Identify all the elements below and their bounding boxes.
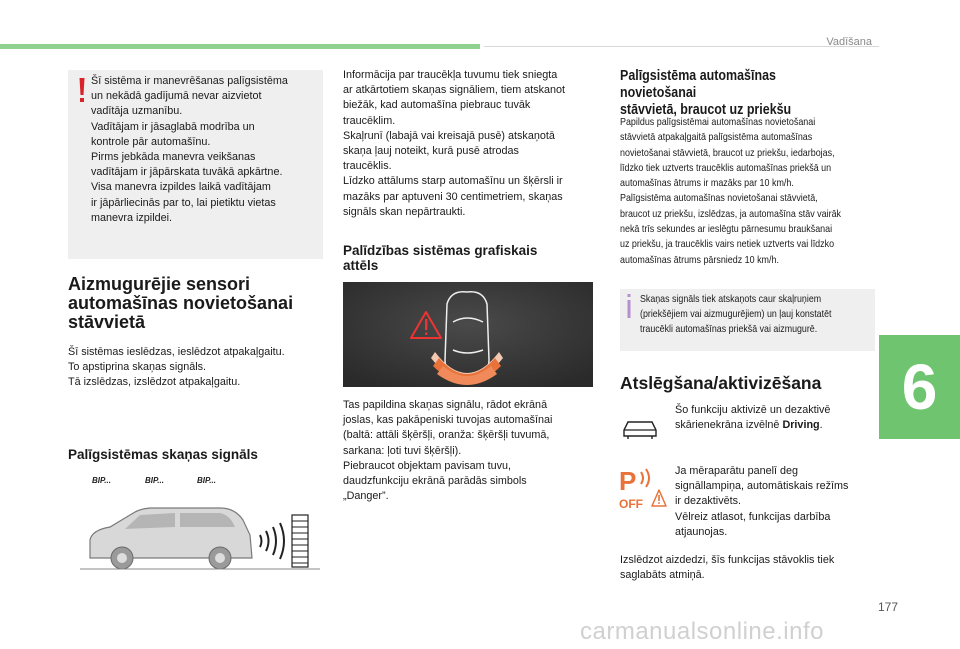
beep-label: BIP... <box>92 476 111 485</box>
warning-triangle <box>652 490 666 506</box>
sound-waves-icon <box>260 523 284 559</box>
watermark: carmanualsonline.info <box>580 618 824 645</box>
brick-wall-icon <box>292 515 308 567</box>
header-divider <box>484 46 879 47</box>
toggle-instruction-end: . <box>819 419 823 432</box>
page-number: 177 <box>878 600 899 614</box>
heading-toggle: Atslēgšana/aktivizēšana <box>620 373 822 393</box>
chapter-number: 6 <box>901 351 938 423</box>
toggle-instruction-text <box>675 403 875 433</box>
graphic-description-text: Tas papildina skaņas signālu, rādot ekrānā joslas, kas pakāpeniski tuvojas automašīnai (baltā: attāli šķēršļi, oranža: šķēršļi tuvumā, sarkana: ļoti tuvi šķēršļi). Piebraucot objektam pavisam tuvu, daudzfunkciju ekrānā parādās simbols „Danger”. <box>343 399 553 503</box>
auto-mode-text: Ja mēraparātu panelī deg signāllampiņa, automātiskais režīms ir dezaktivēts. Vēlreiz atlasot, funkcijas darbība atjaunojas. <box>675 465 849 538</box>
info-i-icon <box>626 294 632 318</box>
beep-label: BIP... <box>145 476 164 485</box>
car-front-icon <box>620 418 660 440</box>
heading-sound-signal: Palīgsistēmas skaņas signāls <box>68 447 258 462</box>
heading-graphic-display: Palīdzības sistēmas grafiskais attēls <box>343 243 538 273</box>
header-accent-bar <box>0 44 480 49</box>
parking-off-warning-icon <box>617 466 667 512</box>
chapter-tab <box>879 335 960 439</box>
parking-display-screen <box>343 282 593 387</box>
info-note-text: Skaņas signāls tiek atskaņots caur skaļruņiem (priekšējiem vai aizmugurējiem) un ļauj konstatēt traucēkli automašīnas priekšā vai aizmugurē. <box>640 294 832 335</box>
car-side-icon <box>90 508 252 569</box>
rear-parking-illustration <box>80 475 330 570</box>
off-label: OFF <box>619 497 643 511</box>
beep-label: BIP... <box>197 476 216 485</box>
heading-front-parking: Palīgsistēma automašīnas novietošanai stāvvietā, braucot uz priekšu <box>620 68 792 118</box>
driving-menu-label: Driving <box>782 419 820 432</box>
proximity-info-text: Informācija par traucēkļa tuvumu tiek sniegta ar atkārtotiem skaņas signāliem, tiem atskanot biežāk, kad automašīna piebrauc tuvāk traucēklim. Skaļrunī (labajā vai kreisajā pusē) atskaņotā skaņa ļauj noteikt, kurā pusē atrodas traucēklis. Līdzko attālums starp automašīnu un šķērsli ir mazāks par aptuveni 30 centimetriem, skaņas signāls skan nepārtraukti. <box>343 69 566 218</box>
front-parking-text: Papildus palīgsistēmai automašīnas novietošanai stāvvietā atpakaļgaitā palīgsistēma automašīnas novietošanai stāvvietā, braucot uz priekšu, iedarbojas, līdzko tiek uztverts traucēklis automašīnas priekšā un automašīnas ātrums ir mazāks par 10 km/h. Palīgsistēma automašīnas novietošanai stāvvietā, braucot uz priekšu, izslēdzas, ja automašīna stāv vairāk nekā trīs sekundes ar ieslēgtu pārnesumu braukšanai uz priekšu, ja traucēklis vairs netiek uztverts vai līdzko automašīnas ātrums pārsniedz 10 km/h. <box>620 117 842 266</box>
section-title: Vadīšana <box>826 36 872 48</box>
toggle-instruction-main: Šo funkciju aktivizē un dezaktivē skārienekrāna izvēlnē <box>675 404 831 432</box>
rear-sensors-text: Šī sistēmas ieslēdzas, ieslēdzot atpakaļgaitu. To apstiprina skaņas signāls. Tā izslēdzas, izslēdzot atpakaļgaitu. <box>68 346 285 389</box>
warning-text: Šī sistēma ir manevrēšanas palīgsistēma un nekādā gadījumā nevar aizvietot vadītāja uzmanību. Vadītājam ir jāsaglabā modrība un kontrole pār automašīnu. Pirms jebkāda manevra veikšanas vadītājam ir jāpārskata tuvākā apkārtne. Visa manevra izpildes laikā vadītājam ir jāpārliecinās par to, lai pietiktu vietas manevra izpildei. <box>91 75 288 224</box>
heading-rear-sensors: Aizmugurējie sensori automašīnas novietošanai stāvvietā <box>68 274 294 332</box>
memory-state-text: Izslēdzot aizdedzi, šīs funkcijas stāvoklis tiek saglabāts atmiņā. <box>620 554 835 582</box>
warning-exclamation-icon <box>78 78 86 104</box>
svg-text:P: P <box>619 466 637 496</box>
